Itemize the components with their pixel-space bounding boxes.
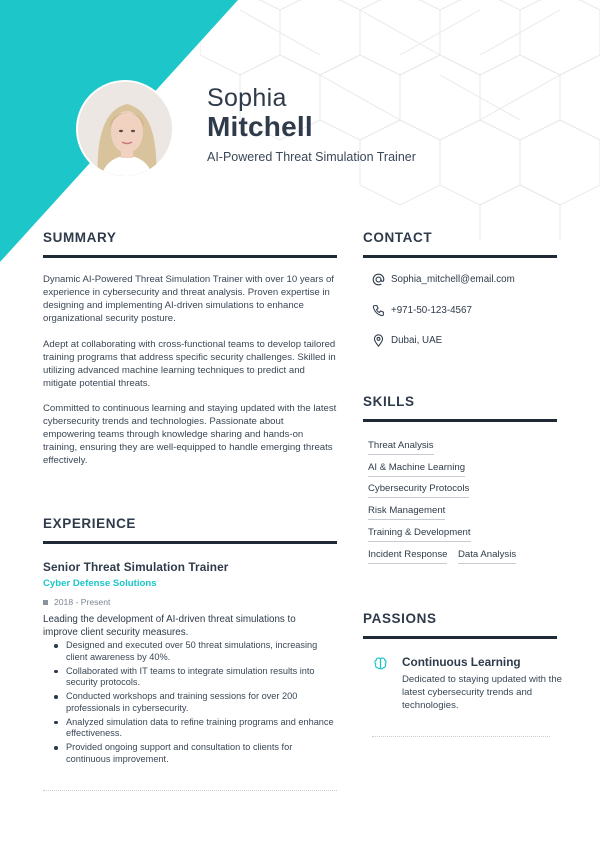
- job-role-title: AI-Powered Threat Simulation Trainer: [207, 150, 416, 164]
- summary-divider: [43, 255, 337, 258]
- brain-icon: [373, 656, 388, 671]
- contact-phone[interactable]: +971-50-123-4567: [391, 305, 472, 316]
- job-title: Senior Threat Simulation Trainer: [43, 560, 229, 574]
- passions-heading: PASSIONS: [363, 611, 437, 626]
- list-item: Designed and executed over 50 threat simulations, increasing client awareness by 40%.: [52, 640, 337, 663]
- contact-email-row[interactable]: [372, 273, 515, 286]
- summary-paragraph: Adept at collaborating with cross-functional teams to develop tailored training programs that address specific security challenges. Skilled in utilizing advanced machine learning techniques to predict and mitigate potential threats.: [43, 338, 336, 389]
- at-icon: [372, 273, 385, 286]
- passions-end-divider: [372, 736, 550, 737]
- list-item: Conducted workshops and training sessions for over 200 professionals in cybersecurity.: [52, 691, 337, 714]
- contact-heading: CONTACT: [363, 230, 433, 245]
- avatar: [76, 80, 174, 178]
- contact-divider: [363, 255, 557, 258]
- passions-divider: [363, 636, 557, 639]
- list-item: Collaborated with IT teams to integrate simulation results into security protocols.: [52, 666, 337, 689]
- last-name: Mitchell: [207, 111, 313, 142]
- contact-location-row: [372, 334, 442, 347]
- contact-email[interactable]: Sophia_mitchell@email.com: [391, 274, 515, 285]
- contact-location: Dubai, UAE: [391, 335, 443, 346]
- job-date: [43, 597, 110, 607]
- company-name: Cyber Defense Solutions: [43, 578, 157, 589]
- summary-paragraph: Committed to continuous learning and staying updated with the latest cybersecurity trends and technologies. Passionate about empowering teams through knowledge sharing and hands-on training, ensuring they are well-equipped to handle emerging threats effectively.: [43, 403, 337, 466]
- location-pin-icon: [372, 334, 385, 347]
- phone-icon: [372, 304, 385, 317]
- list-item: Provided ongoing support and consultation to clients for continuous improvement.: [52, 742, 337, 765]
- skills-heading: SKILLS: [363, 394, 415, 409]
- contact-phone-row[interactable]: [372, 304, 472, 317]
- skill-tag: Training & Development: [368, 527, 471, 542]
- summary-paragraph: Dynamic AI-Powered Threat Simulation Trainer with over 10 years of experience in cybersecurity and threat analysis. Proven expertise in designing and implementing AI-driven simulations to enhance organizational security posture.: [43, 274, 334, 324]
- skill-tag: Data Analysis: [458, 549, 516, 564]
- experience-divider: [43, 541, 337, 544]
- job-achievements-list: [52, 640, 337, 768]
- experience-heading: EXPERIENCE: [43, 516, 137, 531]
- summary-text: [43, 273, 338, 480]
- first-name: Sophia: [207, 84, 287, 112]
- list-item: Analyzed simulation data to refine training programs and enhance effectiveness.: [52, 717, 337, 740]
- profile-photo-icon: [78, 82, 174, 178]
- passion-description: Dedicated to staying updated with the latest cybersecurity trends and technologies.: [402, 674, 563, 711]
- skills-divider: [363, 419, 557, 422]
- calendar-icon: [43, 600, 48, 605]
- skill-tag: Risk Management: [368, 505, 445, 520]
- passion-title: Continuous Learning: [402, 655, 521, 669]
- experience-end-divider: [43, 790, 337, 791]
- summary-heading: SUMMARY: [43, 230, 117, 245]
- skill-tag: Cybersecurity Protocols: [368, 483, 469, 498]
- skill-tag: AI & Machine Learning: [368, 462, 465, 477]
- job-description: Leading the development of AI-driven threat simulations to improve client security measures.: [43, 614, 296, 638]
- skill-tag: Threat Analysis: [368, 440, 434, 455]
- job-date-text: 2018 - Present: [54, 597, 111, 607]
- skill-tag: Incident Response: [368, 549, 447, 564]
